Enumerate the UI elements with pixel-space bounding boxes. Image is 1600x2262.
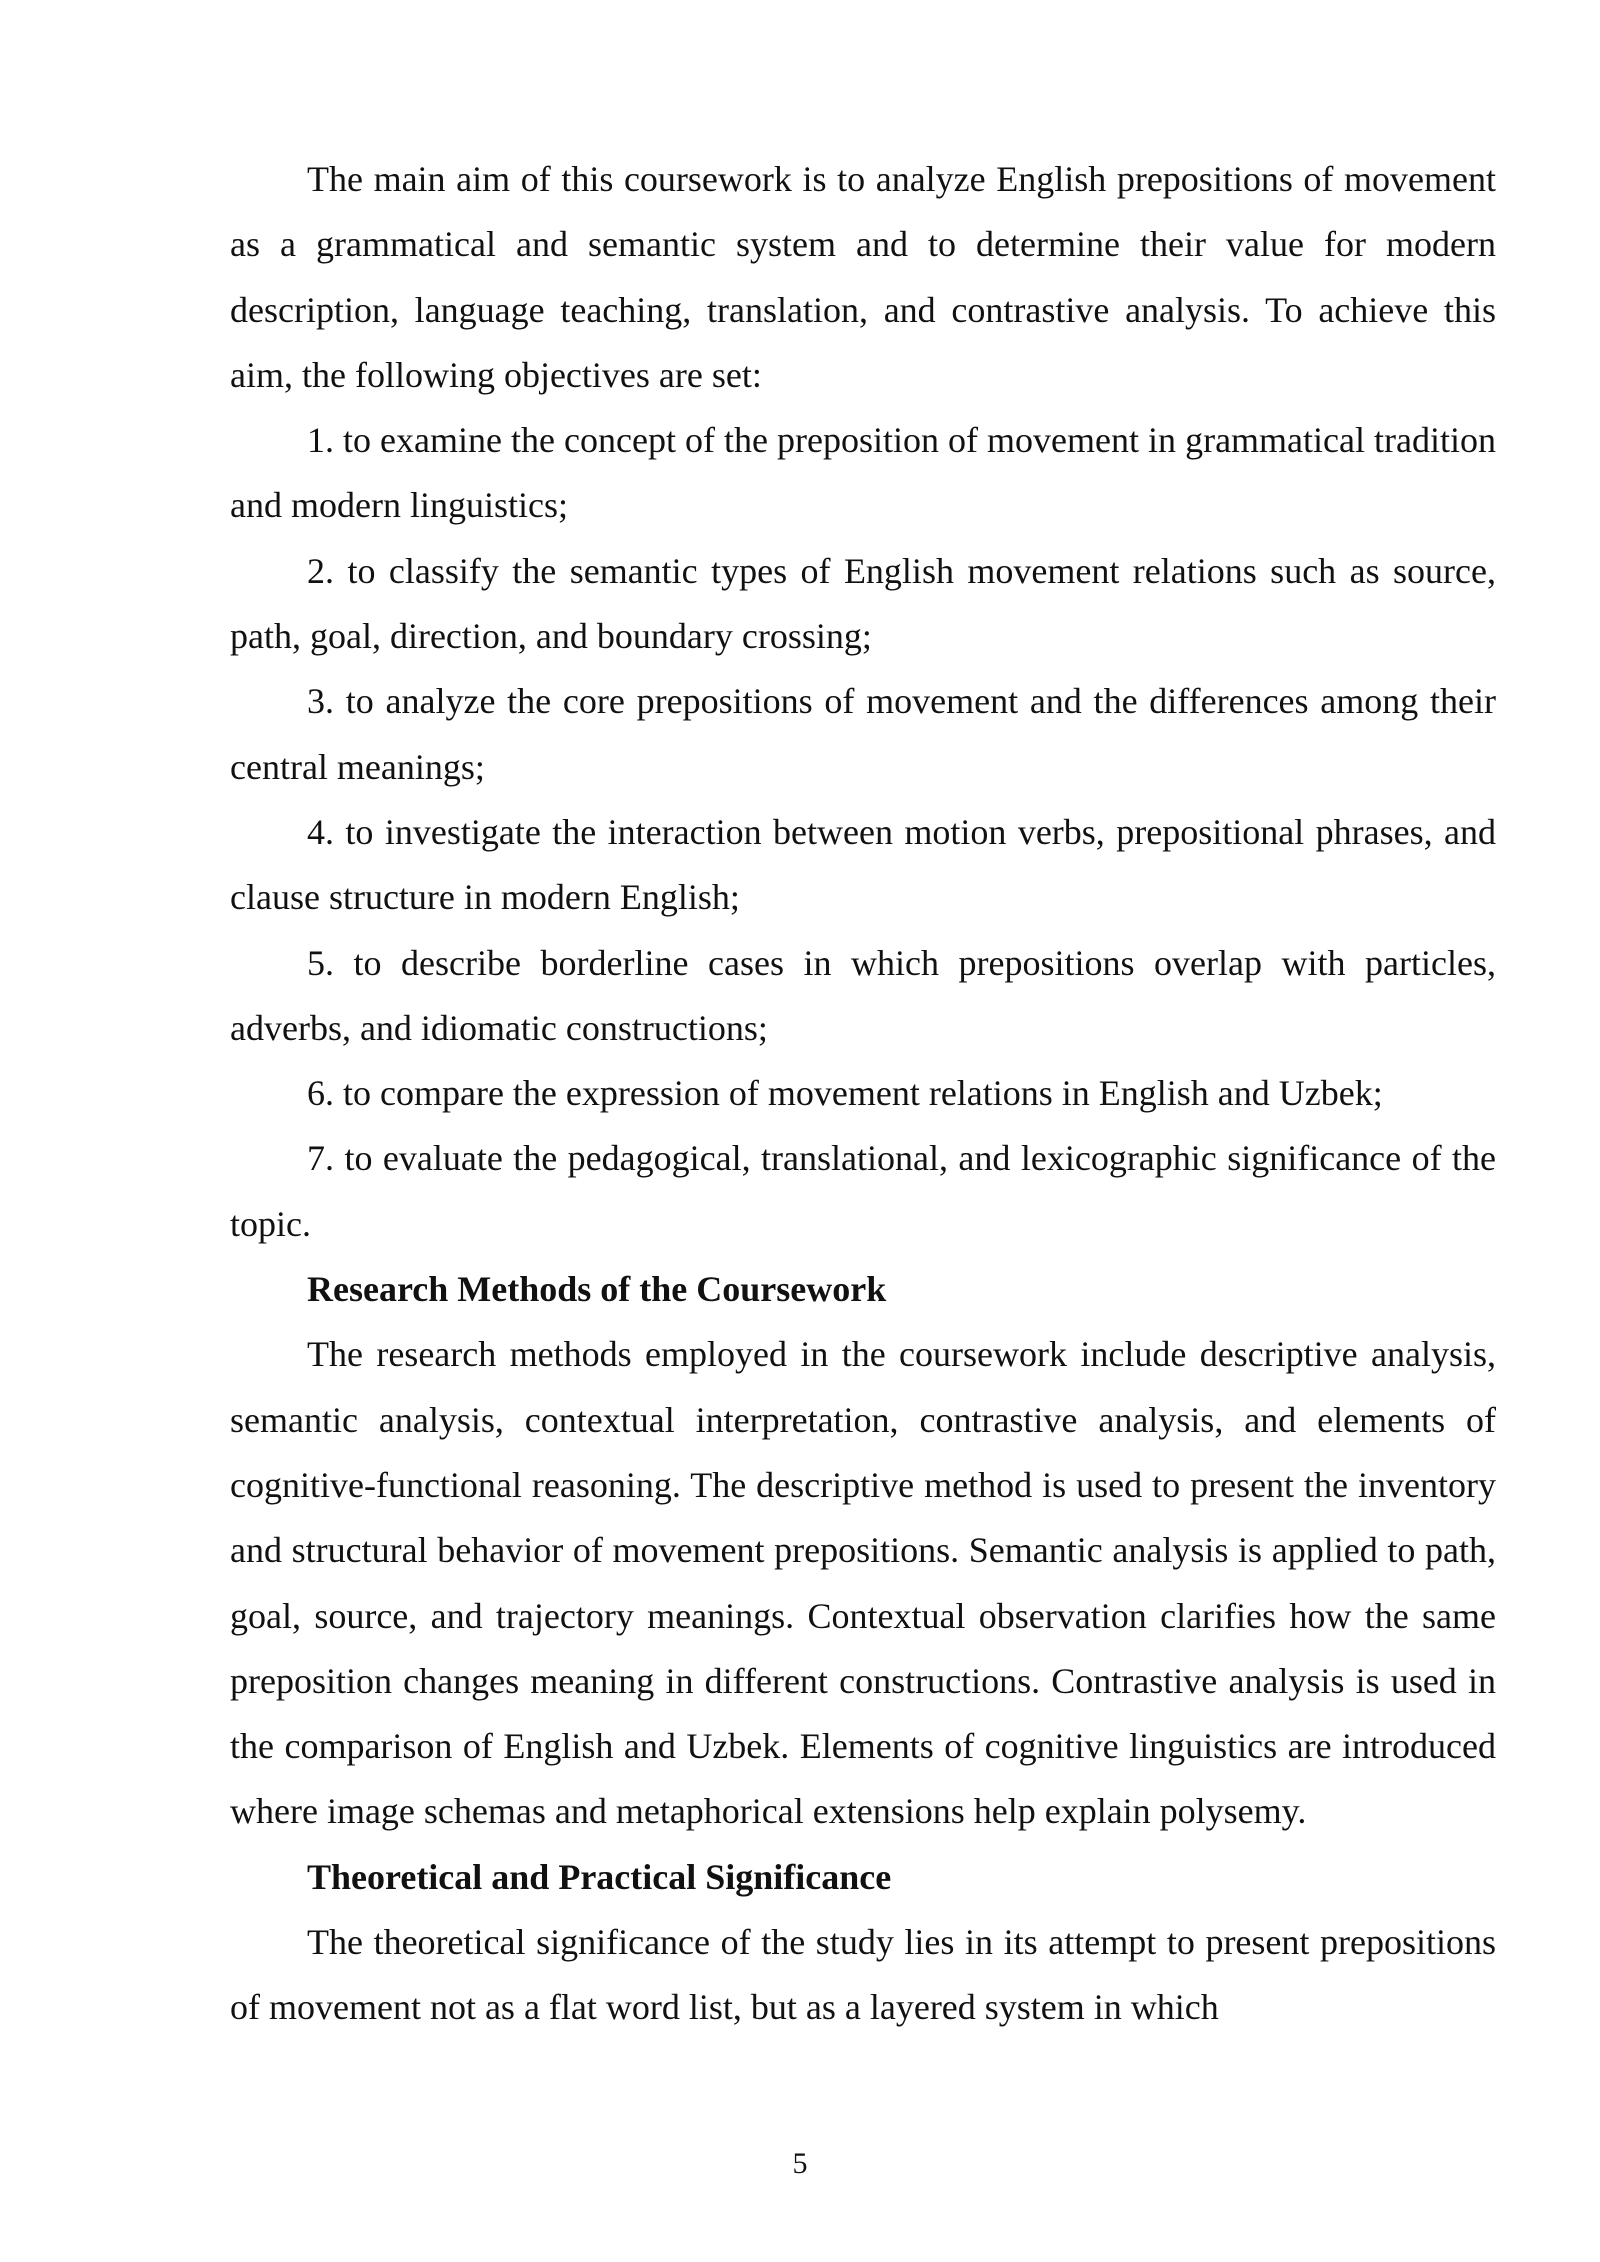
section-heading-significance: Theoretical and Practical Significance xyxy=(307,1856,892,1897)
methods-paragraph: The research methods employed in the coursework include descriptive analysis, semantic analysis, contextual interpretation, contrastive analysis, and elements of cognitive-functional reasoning. The descriptive method is used to present the inventory and structural behavior of movement prepositions. Semantic analysis is applied to path, goal, source, and trajectory meanings. Contextual observation clarifies how the same preposition changes meaning in different constructions. Contrastive analysis is used in the comparison of English and Uzbek. Elements of cognitive linguistics are introduced where image schemas and metaphorical extensions help explain polysemy. xyxy=(230,1334,1496,1832)
objective-item: 6. to compare the expression of movement relations in English and Uzbek; xyxy=(307,1073,1383,1114)
objective-item: 7. to evaluate the pedagogical, translational, and lexicographic significance of the topic. xyxy=(230,1138,1496,1244)
objective-item: 3. to analyze the core prepositions of movement and the differences among their central meanings; xyxy=(230,681,1496,787)
significance-paragraph: The theoretical significance of the study lies in its attempt to present prepositions of movement not as a flat word list, but as a layered system in which xyxy=(230,1922,1496,2028)
objective-item: 5. to describe borderline cases in which prepositions overlap with particles, adverbs, and idiomatic constructions; xyxy=(230,942,1496,1048)
body-text xyxy=(230,147,1496,2041)
intro-paragraph: The main aim of this coursework is to analyze English prepositions of movement as a grammatical and semantic system and to determine their value for modern description, language teaching, translation, and contrastive analysis. To achieve this aim, the following objectives are set: xyxy=(230,159,1496,395)
page-number: 5 xyxy=(792,2147,808,2180)
objective-item: 4. to investigate the interaction between motion verbs, prepositional phrases, and clause structure in modern English; xyxy=(230,811,1496,918)
objective-item: 2. to classify the semantic types of English movement relations such as source, path, goal, direction, and boundary crossing; xyxy=(230,550,1496,657)
section-heading-methods: Research Methods of the Coursework xyxy=(307,1269,887,1310)
objective-item: 1. to examine the concept of the preposition of movement in grammatical tradition and modern linguistics; xyxy=(230,420,1496,526)
